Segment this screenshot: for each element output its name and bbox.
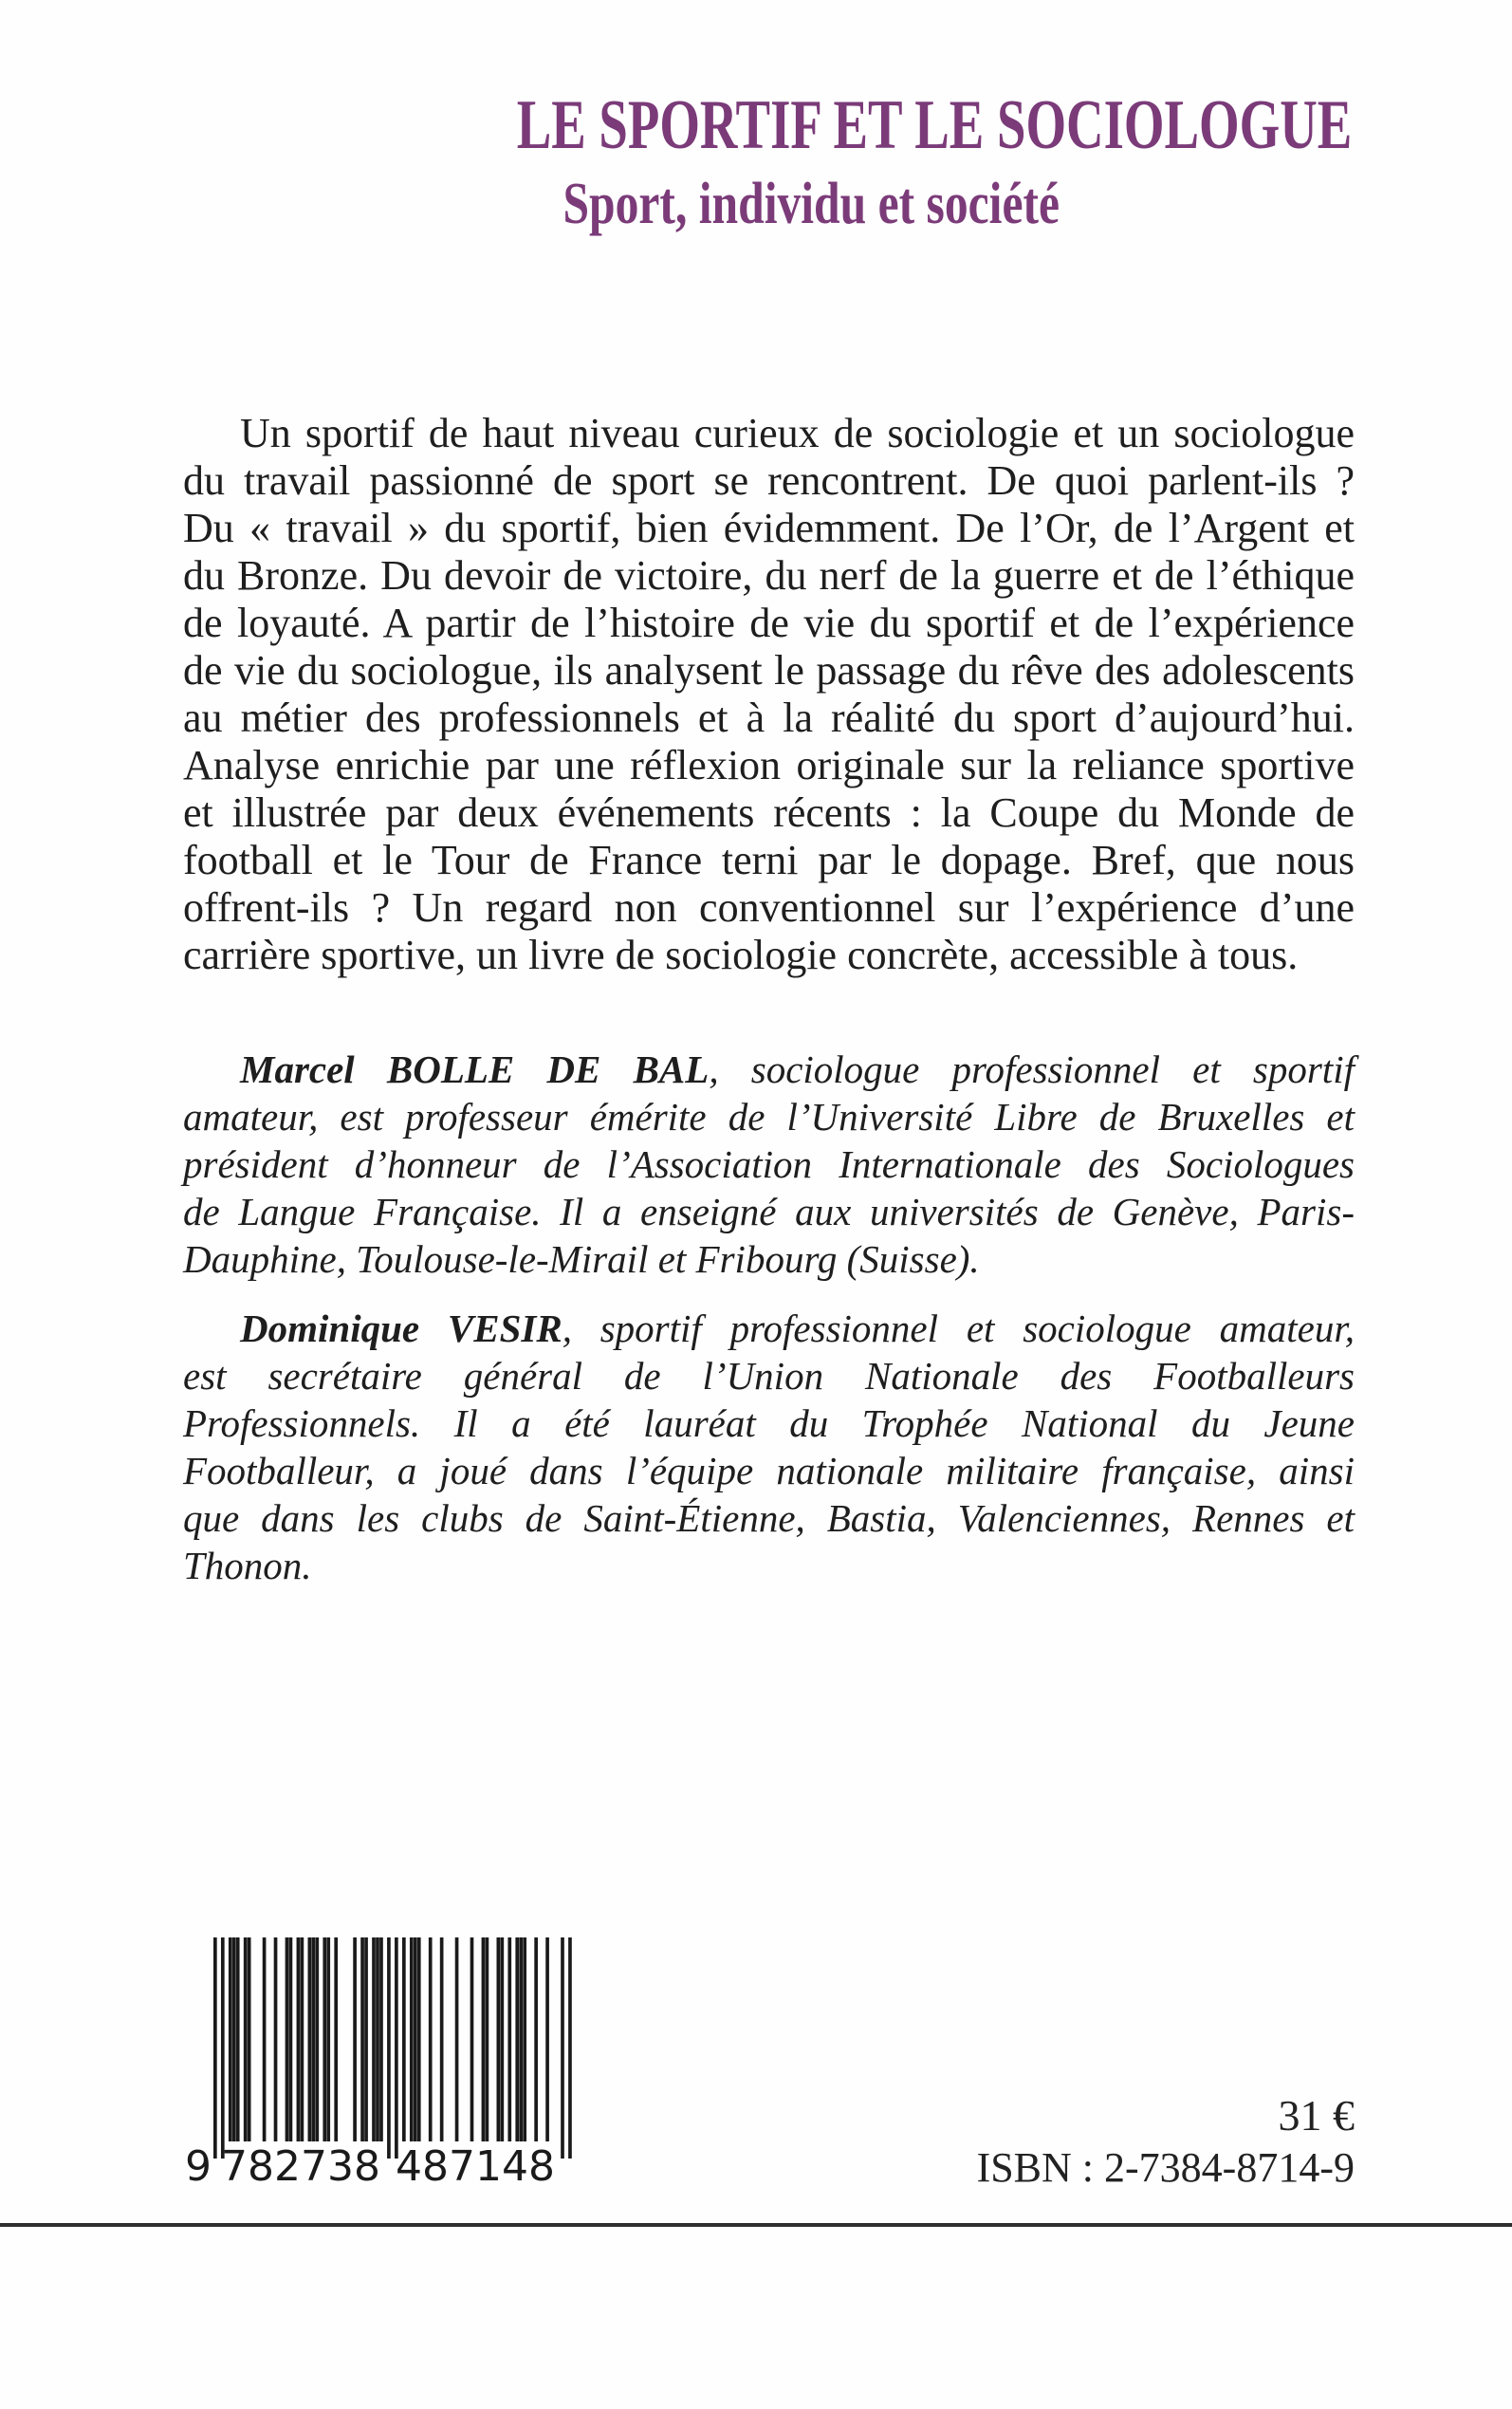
- summary-line: Du « travail » du sportif, bien évidemment. De l’Or, de l’Argent et: [183, 505, 1355, 551]
- summary-line: offrent-ils ? Un regard non conventionnel sur l’expérience d’une: [183, 884, 1355, 931]
- bottom-divider: [0, 2223, 1512, 2227]
- book-subtitle-text: Sport, individu et société: [562, 172, 1060, 236]
- book-subtitle: [501, 171, 1060, 237]
- bio-first-line-rest: , sportif professionnel et sociologue amateur,: [562, 1306, 1355, 1350]
- barcode-left-digits: 782738: [221, 2142, 380, 2187]
- barcode-bars: [213, 1937, 572, 2159]
- price-label: 31 €: [1278, 2091, 1355, 2140]
- author-bio-vesir: [183, 1305, 1355, 1589]
- summary-line: carrière sportive, un livre de sociologie concrète, accessible à tous.: [183, 932, 1299, 978]
- author-bio-bolle-de-bal: [183, 1046, 1355, 1283]
- summary-line: au métier des professionnels et à la réalité du sport d’aujourd’hui.: [183, 695, 1355, 741]
- summary-paragraph: [183, 410, 1355, 979]
- bio-line: Dauphine, Toulouse-le-Mirail et Fribourg (Suisse).: [183, 1237, 980, 1281]
- bio-line: Footballeur, a joué dans l’équipe nationale militaire française, ainsi: [183, 1449, 1355, 1492]
- barcode-lead-digit: 9: [185, 2142, 212, 2187]
- bio-line: de Langue Française. Il a enseigné aux universités de Genève, Paris-: [183, 1190, 1355, 1233]
- bio-line: président d’honneur de l’Association Internationale des Sociologues: [183, 1142, 1355, 1186]
- summary-line: football et le Tour de France terni par le dopage. Bref, que nous: [183, 837, 1355, 883]
- bio-first-line-rest: , sociologue professionnel et sportif: [709, 1047, 1355, 1091]
- bio-first-line: [183, 1046, 1355, 1093]
- bio-line: amateur, est professeur émérite de l’Université Libre de Bruxelles et: [183, 1095, 1355, 1139]
- isbn-barcode: [185, 1936, 583, 2187]
- summary-line: Analyse enrichie par une réflexion originale sur la reliance sportive: [183, 742, 1355, 788]
- barcode-digits: [185, 2142, 555, 2187]
- bio-line: Thonon.: [183, 1544, 312, 1587]
- bio-line: que dans les clubs de Saint-Étienne, Bastia, Valenciennes, Rennes et: [183, 1496, 1355, 1540]
- bio-first-line: [183, 1305, 1355, 1352]
- summary-line: de vie du sociologue, ils analysent le passage du rêve des adolescents: [183, 647, 1355, 694]
- barcode-right-digits: 487148: [396, 2142, 555, 2187]
- summary-line: Un sportif de haut niveau curieux de sociologie et un sociologue: [240, 410, 1355, 456]
- book-title: [370, 86, 1353, 164]
- book-title-text: LE SPORTIF ET LE SOCIOLOGUE: [516, 86, 1353, 164]
- bio-line: est secrétaire général de l’Union Nationale des Footballeurs: [183, 1354, 1355, 1398]
- bio-line: Professionnels. Il a été lauréat du Trophée National du Jeune: [183, 1401, 1355, 1445]
- summary-line: du travail passionné de sport se rencontrent. De quoi parlent-ils ?: [183, 457, 1355, 504]
- summary-line: du Bronze. Du devoir de victoire, du nerf de la guerre et de l’éthique: [183, 552, 1355, 599]
- summary-line: et illustrée par deux événements récents : la Coupe du Monde de: [183, 789, 1355, 836]
- author-name: Marcel BOLLE DE BAL: [240, 1047, 710, 1091]
- isbn-label: ISBN : 2-7384-8714-9: [976, 2144, 1355, 2191]
- author-name: Dominique VESIR: [240, 1306, 562, 1350]
- summary-line: de loyauté. A partir de l’histoire de vie du sportif et de l’expérience: [183, 600, 1355, 646]
